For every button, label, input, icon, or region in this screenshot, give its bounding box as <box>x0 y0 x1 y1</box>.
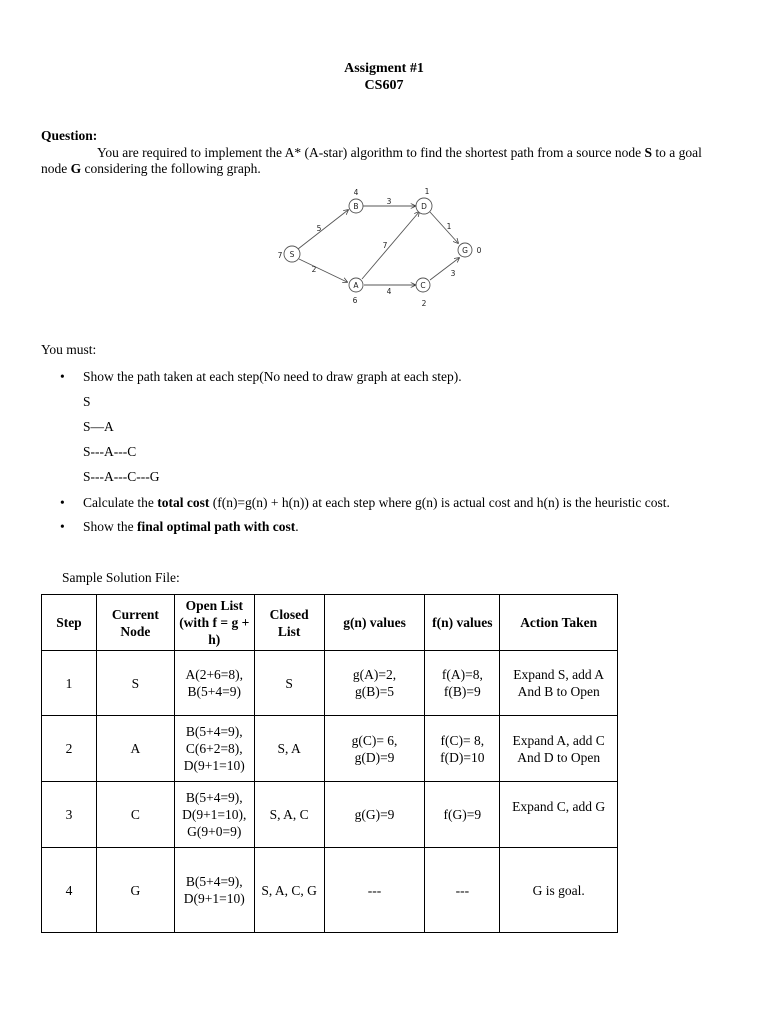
you-must-label: You must: <box>41 342 97 357</box>
question-label: Question: <box>41 128 98 143</box>
table-row <box>42 848 618 933</box>
cell-open: A(2+6=8), B(5+4=9) <box>174 651 254 716</box>
cell-f: f(G)=9 <box>425 782 500 848</box>
cost-d-g: 1 <box>446 222 452 231</box>
cell-action: G is goal. <box>500 848 618 933</box>
path-step-2: S—A <box>83 419 114 434</box>
cell-open: B(5+4=9), C(6+2=8), D(9+1=10) <box>174 716 254 782</box>
cell-node: A <box>96 716 174 782</box>
document-title <box>0 60 768 94</box>
optimal-path-emphasis: final optimal path with cost <box>137 519 296 534</box>
bullet-dot: • <box>60 519 65 534</box>
bullet-dot: • <box>60 369 65 384</box>
edge-s-a <box>299 259 347 282</box>
header-g-values: g(n) values <box>324 595 425 651</box>
cell-step: 2 <box>42 716 97 782</box>
question-section <box>41 128 731 178</box>
cell-open: B(5+4=9), D(9+1=10), G(9+0=9) <box>174 782 254 848</box>
cell-step: 4 <box>42 848 97 933</box>
header-action: Action Taken <box>500 595 618 651</box>
cell-closed: S <box>254 651 324 716</box>
cell-action: Expand C, add G <box>500 782 618 848</box>
table-row <box>42 716 618 782</box>
cell-f: f(A)=8, f(B)=9 <box>425 651 500 716</box>
cost-c-g: 3 <box>450 269 456 278</box>
node-label-c: C <box>420 281 426 290</box>
heuristic-s: 7 <box>277 251 283 260</box>
cell-g: g(C)= 6, g(D)=9 <box>324 716 425 782</box>
course-code: CS607 <box>364 78 404 93</box>
cost-a-d: 7 <box>382 241 388 250</box>
cell-g: g(G)=9 <box>324 782 425 848</box>
cell-node: G <box>96 848 174 933</box>
table-row <box>42 782 618 848</box>
bullet-dot: • <box>60 495 65 510</box>
cell-open: B(5+4=9), D(9+1=10) <box>174 848 254 933</box>
cell-g: g(A)=2, g(B)=5 <box>324 651 425 716</box>
heuristic-c: 2 <box>421 299 427 308</box>
header-current-node: Current Node <box>96 595 174 651</box>
cost-a-c: 4 <box>386 287 392 296</box>
heuristic-b: 4 <box>353 188 359 197</box>
cell-node: C <box>96 782 174 848</box>
path-step-1: S <box>83 394 91 409</box>
node-label-s: S <box>289 250 295 259</box>
edge-s-b <box>298 210 348 249</box>
table-row <box>42 651 618 716</box>
cost-s-b: 5 <box>316 224 322 233</box>
edge-d-g <box>430 212 458 243</box>
cell-step: 1 <box>42 651 97 716</box>
cell-node: S <box>96 651 174 716</box>
node-label-d: D <box>421 202 427 211</box>
path-step-4: S---A---C---G <box>83 469 160 484</box>
cell-action: Expand S, add A And B to Open <box>500 651 618 716</box>
cell-f: f(C)= 8, f(D)=10 <box>425 716 500 782</box>
header-closed-list: Closed List <box>254 595 324 651</box>
sample-solution-label: Sample Solution File: <box>62 570 180 585</box>
bullet-path-text: Show the path taken at each step(No need to draw graph at each step). <box>83 369 462 384</box>
cost-b-d: 3 <box>386 197 392 206</box>
header-open-list: Open List (with f = g + h) <box>174 595 254 651</box>
cell-f: --- <box>425 848 500 933</box>
path-step-3: S---A---C <box>83 444 137 459</box>
total-cost-emphasis: total cost <box>157 495 210 510</box>
solution-table <box>41 594 618 933</box>
node-label-b: B <box>353 202 359 211</box>
node-label-a: A <box>353 281 359 290</box>
header-step: Step <box>42 595 97 651</box>
table-header-row <box>42 595 618 651</box>
node-label-g: G <box>462 246 468 255</box>
heuristic-d: 1 <box>424 187 430 196</box>
cost-s-a: 2 <box>311 265 317 274</box>
graph-diagram <box>260 182 508 332</box>
heuristic-a: 6 <box>352 296 358 305</box>
cell-action: Expand A, add C And D to Open <box>500 716 618 782</box>
cell-step: 3 <box>42 782 97 848</box>
cell-g: --- <box>324 848 425 933</box>
cell-closed: S, A, C, G <box>254 848 324 933</box>
edge-a-d <box>362 212 419 279</box>
goal-node: G <box>70 161 82 176</box>
cell-closed: S, A, C <box>254 782 324 848</box>
cell-closed: S, A <box>254 716 324 782</box>
heuristic-g: 0 <box>476 246 482 255</box>
assignment-title: Assigment #1 <box>344 61 424 76</box>
header-f-values: f(n) values <box>425 595 500 651</box>
question-body: You are required to implement the A* (A-star) algorithm to find the shortest path from a source node S to a goal node G considering the following graph. <box>41 144 702 176</box>
source-node: S <box>644 144 653 160</box>
